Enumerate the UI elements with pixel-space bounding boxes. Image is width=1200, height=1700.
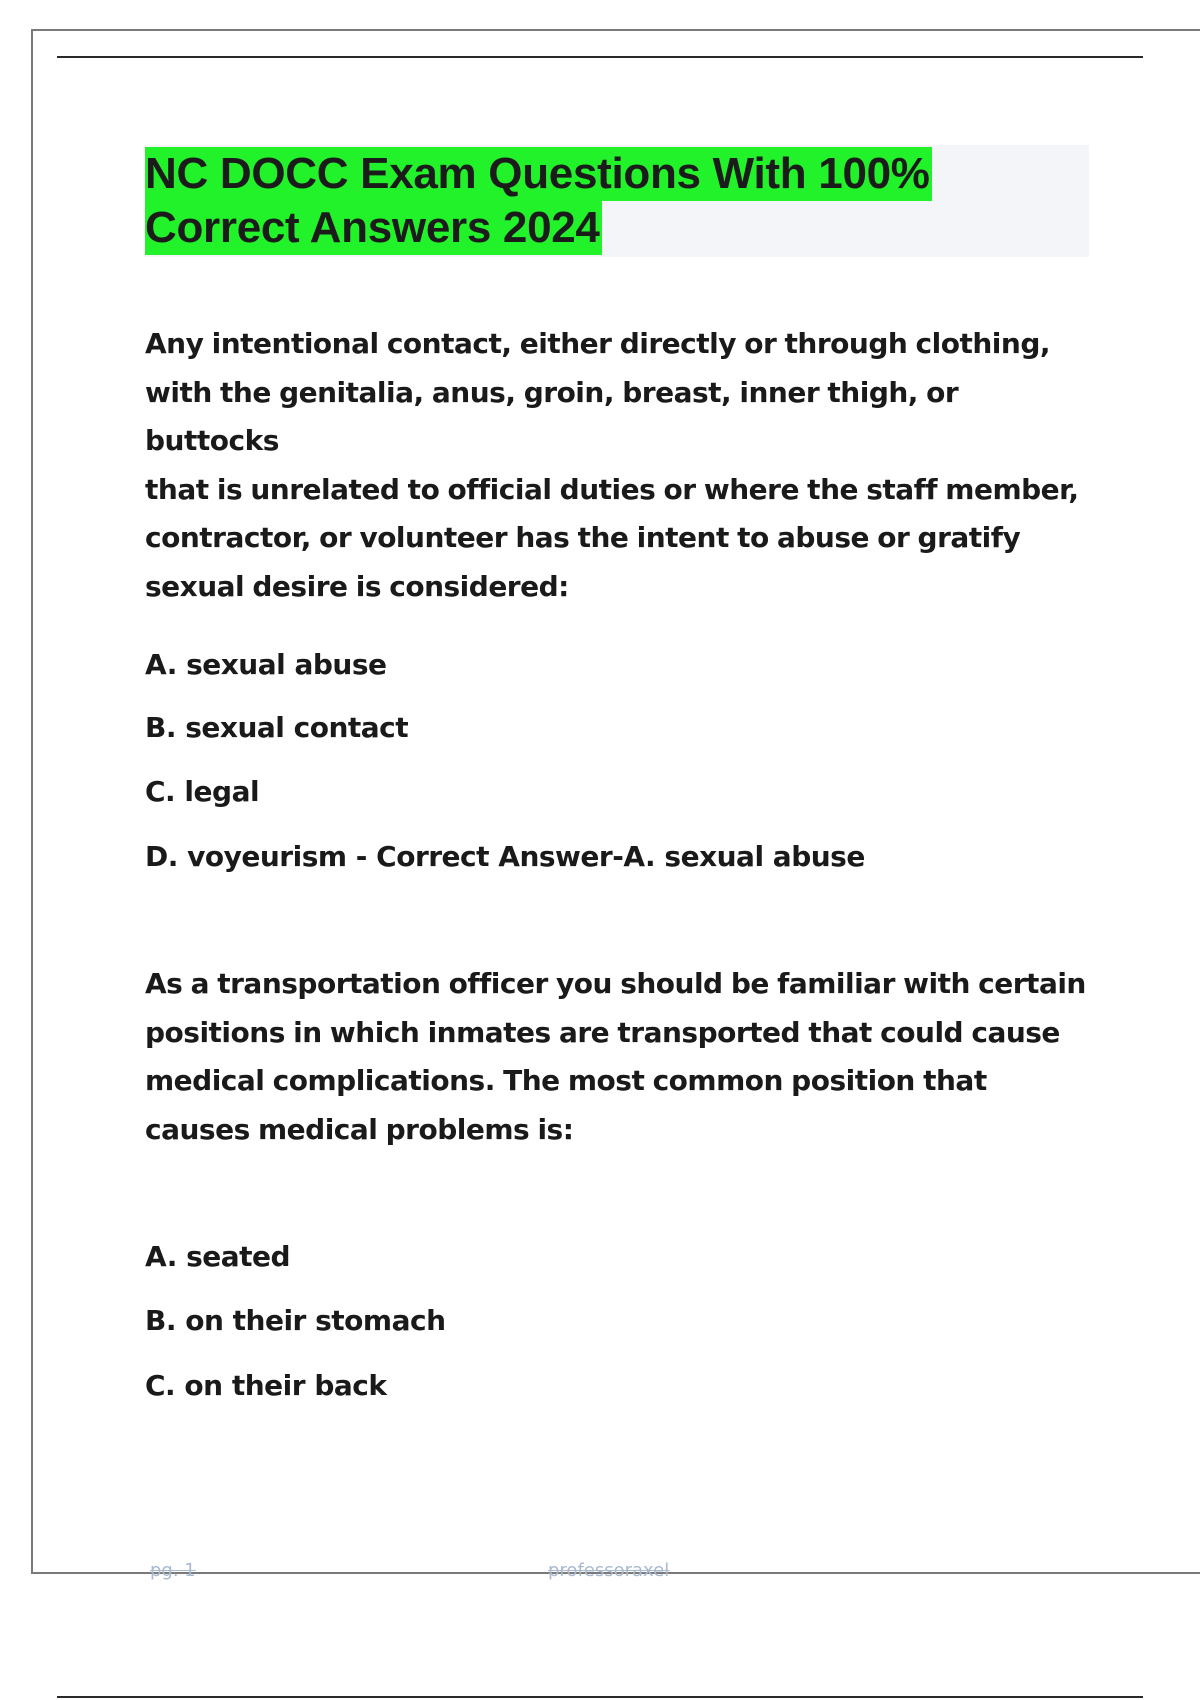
question-1-option-c: C. legal (145, 775, 260, 808)
question-1-option-d-answer: D. voyeurism - Correct Answer-A. sexual abuse (145, 840, 865, 873)
question-2-line: medical complications. The most common position that (145, 1064, 987, 1097)
question-2-line: causes medical problems is: (145, 1112, 574, 1146)
question-1-line: contractor, or volunteer has the intent to abuse or gratify (145, 521, 1021, 554)
document-title-line-2: Correct Answers 2024 (145, 201, 602, 255)
question-1-line: Any intentional contact, either directly or through clothing, (145, 327, 1050, 360)
document-title-line-1: NC DOCC Exam Questions With 100% (145, 147, 932, 201)
question-2-line: positions in which inmates are transported that could cause (145, 1015, 1060, 1049)
question-2-option-c: C. on their back (145, 1369, 387, 1402)
question-1 (145, 320, 1095, 611)
question-2-option-b: B. on their stomach (145, 1304, 446, 1337)
bottom-rule (57, 1696, 1143, 1698)
question-1-option-a: A. sexual abuse (145, 648, 387, 681)
question-2-option-a: A. seated (145, 1240, 291, 1273)
question-1-option-b: B. sexual contact (145, 711, 409, 744)
question-1-line: with the genitalia, anus, groin, breast, inner thigh, or buttocks (145, 375, 959, 457)
header-rule (57, 56, 1143, 58)
question-1-line: sexual desire is considered: (145, 569, 569, 603)
footer-author: professoraxel (548, 1560, 670, 1581)
question-2-line: As a transportation officer you should be familiar with certain (145, 967, 1086, 1000)
question-1-line: that is unrelated to official duties or where the staff member, (145, 472, 1079, 506)
footer-page-number: pg. 1 (150, 1560, 196, 1581)
question-2 (145, 960, 1095, 1154)
